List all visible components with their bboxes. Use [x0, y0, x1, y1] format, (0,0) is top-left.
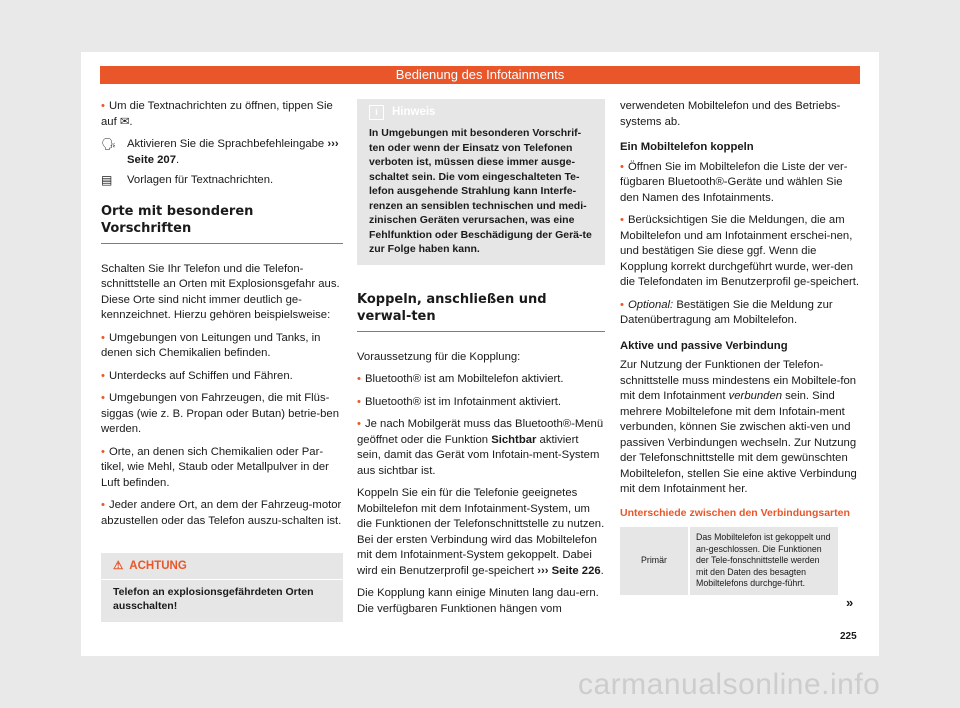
paragraph-explosion-risk: Schalten Sie Ihr Telefon und die Telefon-schnittstelle an Orten mit Explosionsgefahr aus. Diese Orte sind nicht immer deutlich ge-kennzeichnet. Hierzu gehören beispielsweise: [101, 262, 340, 321]
bullet-open-messages: • Um die Textnachrichten zu öffnen, tippen Sie auf ✉. [101, 100, 333, 128]
list-item: • Optional: Bestätigen Sie die Meldung zur Datenübertragung am Mobiltelefon. [620, 298, 833, 326]
paragraph-connection: Zur Nutzung der Funktionen der Telefon-schnittstelle muss mindestens ein Mobiltele-fon mit dem Infotainment verbunden sein. Sind mehrere Mobiltelefone mit dem Infotain-ment verbunden, können Sie zwischen akti-ven und passiven Verbindungen wechseln. Zur Nutzung der Telefonschnittstelle mit dem gewünschten Mobiltelefon, stellen Sie eine aktive Verbindung mit dem Infotainment her. [620, 359, 857, 495]
section-title-special-rules: Orte mit besonderen Vorschriften [101, 203, 343, 244]
info-icon: i [369, 105, 384, 120]
warning-text: Telefon an explosionsgefährdeten Orten ausschalten! [113, 585, 314, 612]
column-right [620, 99, 860, 595]
page-reference-207[interactable]: ››› Seite 207 [127, 138, 339, 166]
envelope-icon: ✉ [119, 115, 130, 128]
watermark: carmanualsonline.info [578, 668, 881, 701]
section-title-pairing: Koppeln, anschließen und verwal-ten [357, 291, 605, 332]
note-header: i Hinweis [369, 103, 593, 126]
continue-marker: » [846, 595, 854, 610]
list-item: • Jeder andere Ort, an dem der Fahrzeug-motor abzustellen oder das Telefon auszu-schalten ist. [101, 499, 342, 527]
page-reference-226[interactable]: ››› Seite 226 [537, 564, 601, 577]
table-cell-value: Das Mobiltelefon ist gekoppelt und an-geschlossen. Die Funktionen der Tele-fonschnittstelle werden mit den Daten des besagten Mobiltelefons durchge-führt. [689, 527, 838, 595]
page-number: 225 [840, 631, 857, 642]
list-item: • Unterdecks auf Schiffen und Fähren. [101, 369, 293, 382]
message-template-icon: ▤ [101, 173, 113, 187]
list-item: • Bluetooth® ist am Mobiltelefon aktiviert. [357, 373, 564, 385]
warning-header: ⚠ ACHTUNG [101, 553, 343, 580]
connection-types-table [620, 527, 838, 595]
paragraph-pairing: Koppeln Sie ein für die Telefonie geeignetes Mobiltelefon mit dem Infotainment-System, um die Funktionen der Telefonschnittstelle zu nutzen. Bei der ersten Verbindung wird das Mobiltelefon mit dem Infotainment-System gekoppelt. Dabei wird ein Benutzerprofil ge-speichert ››› Seite 226. [357, 487, 605, 577]
paragraph-prerequisite: Voraussetzung für die Kopplung: [357, 350, 521, 363]
table-title: Unterschiede zwischen den Verbindungsarten [620, 506, 850, 519]
paragraph-duration: Die Kopplung kann einige Minuten lang dau-ern. Die verfügbaren Funktionen hängen vom [357, 587, 599, 615]
list-item: • Umgebungen von Fahrzeugen, die mit Flüs-siggas (wie z. B. Propan oder Butan) betrie-ben werden. [101, 392, 339, 435]
voice-command-row: 🗣 Aktivieren Sie die Sprachbefehleingabe ››› Seite 207. [101, 137, 343, 168]
paragraph-continued: verwendeten Mobiltelefon und des Betriebs-systems ab. [620, 100, 841, 128]
list-item: • Je nach Mobilgerät muss das Bluetooth®-Menü geöffnet oder die Funktion Sichtbar aktiviert sein, damit das Gerät vom Infotain-ment-System aus sichtbar ist. [357, 418, 604, 477]
warning-triangle-icon: ⚠ [113, 560, 124, 572]
note-box [357, 99, 605, 265]
list-item: • Umgebungen von Leitungen und Tanks, in denen sich Chemikalien befinden. [101, 331, 321, 359]
list-item: • Bluetooth® ist im Infotainment aktiviert. [357, 395, 562, 408]
table-cell-key: Primär [620, 527, 689, 595]
list-item: • Berücksichtigen Sie die Meldungen, die am Mobiltelefon und am Infotainment erschei-nen, und bestätigen Sie diese ggf. Wenn die Kopplung korrekt durchgeführt wurde, wer-den die Telefondaten im Benutzerprofil ge-speichert. [620, 214, 860, 288]
warning-box [101, 553, 343, 622]
subheading-active-passive: Aktive und passive Verbindung [620, 339, 788, 352]
list-item: • Öffnen Sie im Mobiltelefon die Liste der ver-fügbaren Bluetooth®-Geräte und wählen Sie den Namen des Infotainments. [620, 160, 848, 204]
table-row [620, 527, 838, 595]
voice-command-icon: 🗣 [101, 137, 117, 151]
page-header: Bedienung des Infotainments [100, 66, 860, 84]
column-middle [357, 99, 605, 624]
column-left [101, 99, 343, 622]
templates-row: ▤ Vorlagen für Textnachrichten. [101, 173, 274, 187]
subheading-pair-phone: Ein Mobiltelefon koppeln [620, 141, 754, 153]
list-item: • Orte, an denen sich Chemikalien oder Par-tikel, wie Mehl, Staub oder Metallpulver in der Luft befinden. [101, 445, 329, 489]
note-text: In Umgebungen mit besonderen Vorschrif-ten oder wenn der Einsatz von Telefonen verboten ist, müssen diese immer ausge-schaltet sein. Die vom eingeschalteten Te-lefon ausgehende Strahlung kann Interfe-renzen an sensiblen technischen und medi-zinischen Geräten verursachen, was eine Fehlfunktion oder Beschädigung der Gerä-te zur Folge haben kann. [369, 127, 592, 255]
bullet-dot: • [101, 100, 105, 112]
